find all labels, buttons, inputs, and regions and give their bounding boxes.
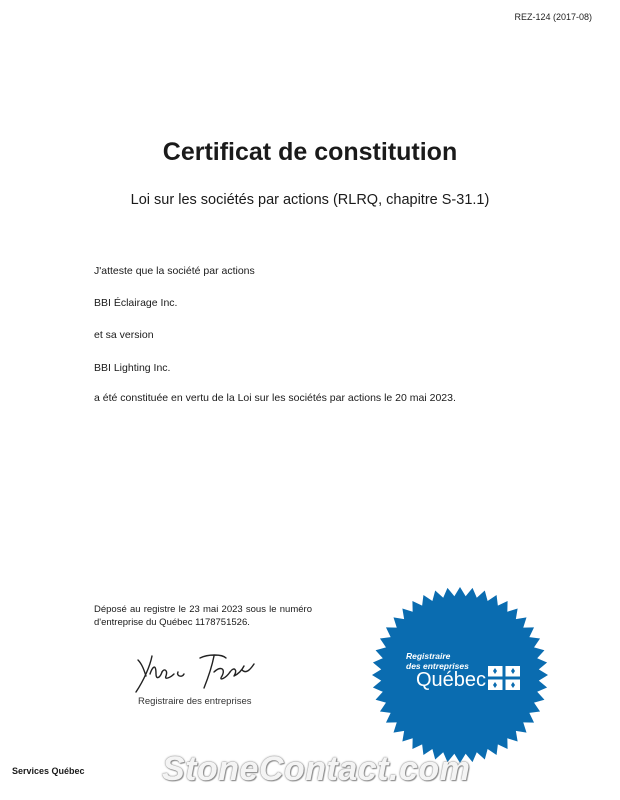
registry-seal [370,585,550,765]
quebec-flag-icon [488,666,520,690]
seal-line-registraire: Registraire [406,651,451,661]
version-line: et sa version [94,329,154,341]
company-version: BBI Lighting Inc. [94,362,171,374]
form-code: REZ-124 (2017-08) [514,12,592,22]
seal-line-entreprises: des entreprises [406,661,469,671]
signature-caption: Registraire des entreprises [138,696,252,707]
attest-line: J'atteste que la société par actions [94,265,255,277]
certificate-subtitle: Loi sur les sociétés par actions (RLRQ, chapitre S-31.1) [130,192,490,208]
seal-quebec-wordmark: Québec [416,669,487,691]
footer-services-quebec: Services Québec [12,766,85,776]
company-name: BBI Éclairage Inc. [94,297,178,309]
certificate-title: Certificat de constitution [162,138,458,166]
watermark: StoneContact.com [162,750,471,788]
deposit-statement: Déposé au registre le 23 mai 2023 sous le numéro d'entreprise du Québec 1178751526. [94,604,312,628]
constitution-line: a été constituée en vertu de la Loi sur les sociétés par actions le 20 mai 2023. [94,392,456,404]
signature [130,648,260,701]
